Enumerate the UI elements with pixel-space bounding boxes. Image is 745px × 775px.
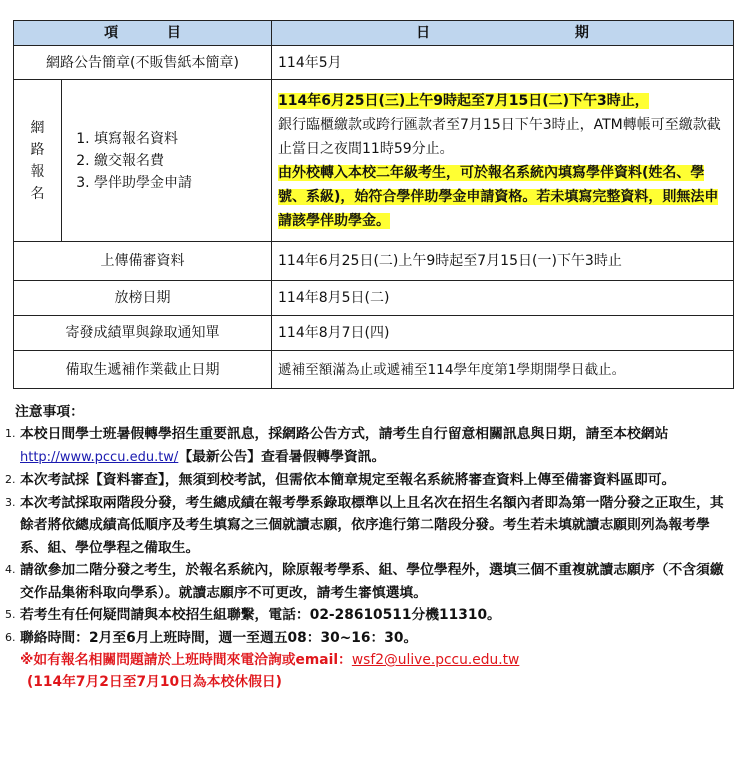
list-item: 3. 學伴助學金申請: [94, 172, 265, 194]
header-item: 項 目: [14, 21, 272, 46]
row-label: 網路公告簡章(不販售紙本簡章): [14, 46, 272, 80]
contact-reminder: ※如有報名相關問題請於上班時間來電洽詢或email：wsf2@ulive.pccu.edu.tw: [20, 652, 520, 668]
table-row: [14, 242, 734, 281]
holiday-notice: (114年7月2日至7月10日為本校休假日): [27, 674, 282, 690]
notes-list: [5, 423, 733, 649]
website-link[interactable]: http://www.pccu.edu.tw/: [20, 449, 179, 465]
note-item: 3. 本次考試採取兩階段分發，考生總成績在報考學系錄取標準以上且名次在招生名額內者即為第一階分發之正取生，其餘者將依總成績高低順序及考生填寫之三個就讀志願，依序進行第二階段分發。考生若未填就讀志願則列為報考學系、組、學位學程之備取生。: [5, 494, 724, 556]
table-row: [14, 351, 734, 389]
note-item: 6. 聯絡時間：2月至6月上班時間，週一至週五08：30~16：30。: [5, 629, 418, 646]
row-value: 114年6月25日(二)上午9時起至7月15日(一)下午3時止: [272, 242, 734, 281]
highlighted-period: 114年6月25日(三)上午9時起至7月15日(二)下午3時止，: [278, 92, 649, 109]
row-value: 114年8月7日(四): [272, 316, 734, 351]
note-item: 4. 請欲參加二階分發之考生，於報名系統內，除原報考學系、組、學位學程外，選填三個不重複就讀志願序（不含須繳交作品集術科取向學系）。就讀志願序不可更改，請考生審慎選填。: [5, 562, 724, 601]
notes-section: [5, 401, 733, 693]
table-row: [14, 316, 734, 351]
highlighted-scholarship-note: 由外校轉入本校二年級考生，可於報名系統內填寫學伴資料(姓名、學號、系級)，始符合學伴助學金申請資格。若未填寫完整資料，則無法申請該學伴助學金。: [278, 164, 719, 229]
note-item: 2. 本次考試採【資料審查】，無須到校考試，但需依本簡章規定至報名系統將審查資料上傳至備審資料區即可。: [5, 472, 676, 488]
row-value: 遞補至額滿為止或遞補至114學年度第1學期開學日截止。: [272, 351, 734, 389]
email-link[interactable]: wsf2@ulive.pccu.edu.tw: [351, 652, 520, 668]
row-value: 114年8月5日(二): [272, 281, 734, 316]
admission-schedule-document: [5, 20, 733, 693]
vertical-label: 網 路 報 名: [14, 80, 62, 242]
row-label: 備取生遞補作業截止日期: [14, 351, 272, 389]
note-item: 5. 若考生有任何疑問請與本校招生組聯繫，電話：02-28610511分機11310。: [5, 607, 501, 623]
registration-period: [272, 80, 734, 242]
row-label: 放榜日期: [14, 281, 272, 316]
table-header-row: [14, 21, 734, 46]
table-row: [14, 46, 734, 80]
registration-steps: [62, 80, 272, 242]
row-label: 寄發成績單與錄取通知單: [14, 316, 272, 351]
note-item: 1. 本校日間學士班暑假轉學招生重要訊息，採網路公告方式，請考生自行留意相關訊息與日期，請至本校網站http://www.pccu.edu.tw/【最新公告】查看暑假轉學資訊。: [5, 426, 669, 465]
header-date: 日 期: [272, 21, 734, 46]
row-value: 114年5月: [272, 46, 734, 80]
table-row-online-registration: [14, 80, 734, 242]
list-item: 2. 繳交報名費: [94, 150, 265, 172]
schedule-table: [13, 20, 734, 389]
list-item: 1. 填寫報名資料: [94, 128, 265, 150]
row-label: 上傳備審資料: [14, 242, 272, 281]
table-row: [14, 281, 734, 316]
notes-title: 注意事項：: [15, 404, 84, 420]
payment-deadline-text: 銀行臨櫃繳款或跨行匯款者至7月15日下午3時止，ATM轉帳可至繳款截止當日之夜間11時59分止。: [278, 116, 721, 157]
